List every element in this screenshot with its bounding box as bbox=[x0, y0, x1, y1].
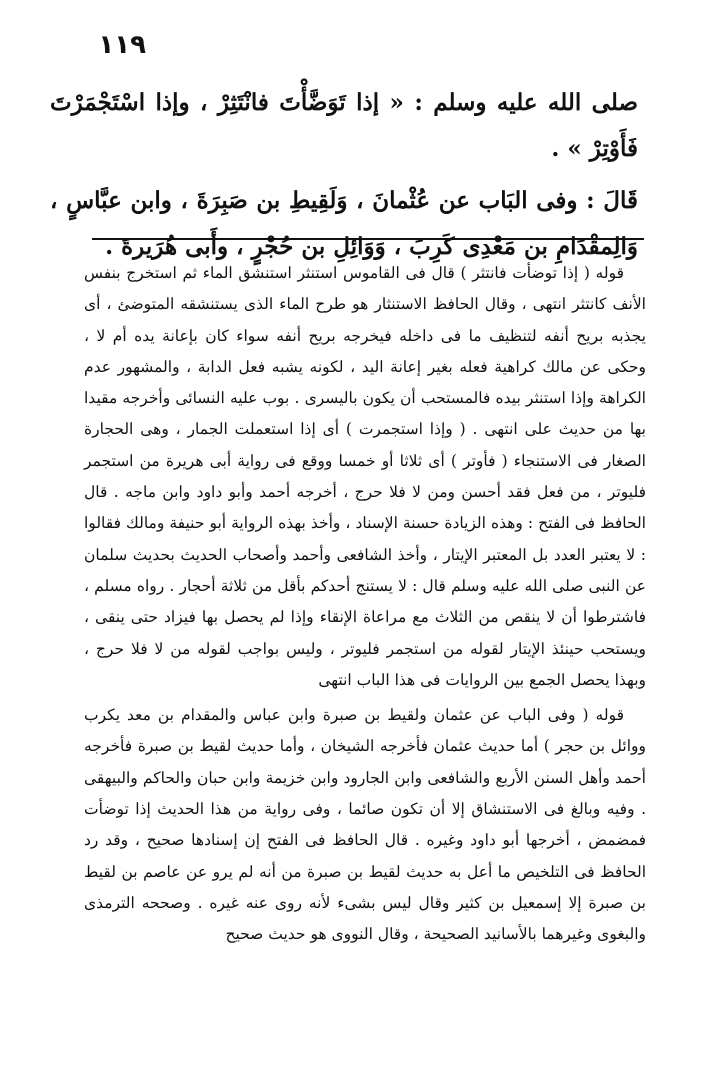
commentary-block bbox=[84, 258, 646, 951]
hadith-text-block bbox=[50, 80, 638, 270]
qala-line: قَالَ : وفى البَاب عن عُثْمانَ ، وَلَقِيطِ بن صَبِرَةَ ، وابن عبَّاسٍ ، وَالِمقْدَامِ بن مَعْدِى كَرِبَ ، وَوَائِلِ بن حُجْرٍ ، وأَبى هُرَيرةَ . bbox=[50, 187, 638, 260]
commentary-paragraph-1: قوله ( إذا توضأت فانتثر ) قال فى القاموس استنثر استنشق الماء ثم استخرج بنفس الأنف كانتثر انتهى ، وقال الحافظ الاستنثار هو طرح الماء الذى يستنشقه المتوضئ ، أى يجذبه بريح أنفه لتنظيف ما فى داخله فيخرجه بريح أنفه سواء كان بإعانة يده أم لا ، وحكى عن مالك كراهية فعله بغير إعانة اليد ، لكونه يشبه فعل الدابة ، والمشهور عدم الكراهة وإذا استنثر بيده فالمستحب أن يكون باليسرى . بوب عليه النسائى وأخرجه مقيدا بها من حديث على انتهى . ( وإذا استجمرت ) أى إذا استعملت الجمار ، وهى الحجارة الصغار فى الاستنجاء ( فأوتر ) أى ثلاثا أو خمسا ووقع فى رواية أبى هريرة من استجمر فليوتر ، من فعل فقد أحسن ومن لا فلا حرج ، أخرجه أحمد وأبو داود وابن ماجه . قال الحافظ فى الفتح : وهذه الزيادة حسنة الإسناد ، وأخذ بهذه الرواية أبو حنيفة ومالك فقالوا : لا يعتبر العدد بل المعتبر الإيتار ، وأخذ الشافعى وأحمد وأصحاب الحديث بحديث سلمان عن النبى صلى الله عليه وسلم قال : لا يستنج أحدكم بأقل من ثلاثة أحجار . رواه مسلم ، فاشترطوا أن لا ينقص من الثلاث مع مراعاة الإنقاء وإذا لم يحصل بها فيزاد حتى ينقى ، ويستحب حينئذ الإيتار لقوله من استجمر فليوتر ، وليس بواجب لقوله من لا فلا حرج ، وبهذا يحصل الجمع بين الروايات فى هذا الباب انتهى bbox=[84, 264, 646, 689]
commentary-paragraph-2: قوله ( وفى الباب عن عثمان ولقيط بن صبرة وابن عباس والمقدام بن معد يكرب ووائل بن حجر ) أما حديث عثمان فأخرجه الشيخان ، وأما حديث لقيط بن صبرة فأخرجه أحمد وأهل السنن الأربع والشافعى وابن الجارود وابن خزيمة وابن حبان والحاكم والبيهقى . وفيه وبالغ فى الاستنشاق إلا أن تكون صائما ، وفى رواية من هذا الحديث إذا توضأت فمضمض ، أخرجها أبو داود وغيره . قال الحافظ فى الفتح إن إسنادها صحيح ، وقد رد الحافظ فى التلخيص ما أعل به حديث لقيط بن صبرة من أنه لم يرو عن عاصم بن لقيط بن صبرة إلا إسمعيل بن كثير وقال ليس بشىء لأنه روى عنه غيره . وصححه الترمذى والبغوى وغيرهما بالأسانيد الصحيحة ، وقال النووى هو حديث صحيح bbox=[84, 706, 646, 944]
hadith-line: صلى الله عليه وسلم : « إذا تَوَضَّأْتَ فانْتَثِرْ ، وإذا اسْتَجْمَرْتَ فَأَوْتِرْ » . bbox=[50, 89, 638, 162]
page-number: ١١٩ bbox=[98, 30, 146, 60]
section-divider bbox=[92, 238, 644, 240]
